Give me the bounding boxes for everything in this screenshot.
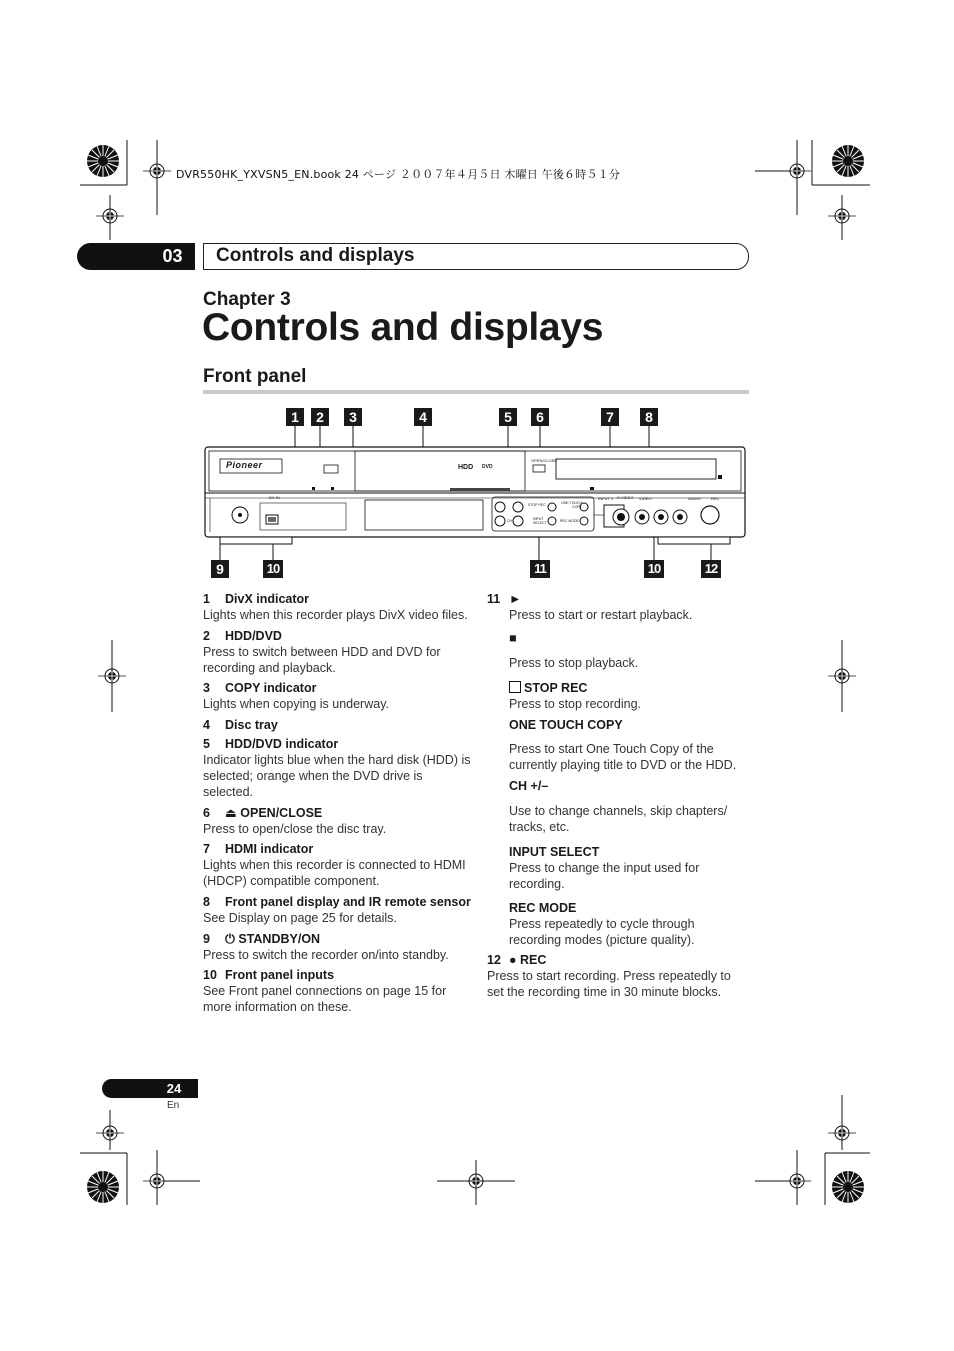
item-10 (203, 967, 471, 1015)
stop-rec-label: STOP REC (528, 503, 546, 507)
otc-title: ONE TOUCH COPY (509, 718, 623, 732)
dvd-logo: DVD (482, 464, 493, 470)
item-5-num: 5 (203, 737, 210, 751)
item-11-num: 11 (487, 592, 501, 606)
item-8-title: Front panel display and IR remote sensor (225, 895, 471, 909)
callout-4: 4 (414, 408, 432, 426)
item-9-desc: Press to switch the recorder on/into standby. (203, 948, 449, 962)
page-language: En (167, 1100, 180, 1111)
item-2 (203, 628, 471, 676)
item-6 (203, 805, 471, 837)
callout-10-left: 10 (263, 560, 283, 578)
chapter-label: Chapter 3 (203, 289, 291, 310)
item-4-num: 4 (203, 718, 210, 732)
callout-1: 1 (286, 408, 304, 426)
item-3-desc: Lights when copying is underway. (203, 697, 389, 711)
item-7-num: 7 (203, 842, 210, 856)
callout-8: 8 (640, 408, 658, 426)
play-desc: Press to start or restart playback. (509, 608, 693, 622)
ch-label: CH (507, 519, 513, 523)
item-1-title: DivX indicator (225, 592, 310, 606)
item-1-desc: Lights when this recorder plays DivX video files. (203, 608, 468, 622)
right-column (487, 591, 749, 1000)
item-12-title: ● REC (509, 953, 547, 967)
audio-label: AUDIO (688, 496, 701, 501)
print-header: DVR550HK_YXVSN5_EN.book 24 ページ ２００７年４月５日 木曜日 午後６時５１分 (176, 168, 621, 181)
item-4 (203, 717, 471, 733)
dv-in-label: DV IN (269, 495, 280, 500)
hdd-logo: HDD (458, 464, 474, 471)
item-8-desc: See Display on page 25 for details. (203, 911, 397, 925)
item-2-num: 2 (203, 629, 210, 643)
page-title: Controls and displays (202, 306, 604, 349)
item-6-num: 6 (203, 806, 210, 820)
rec-label: REC (711, 496, 720, 501)
left-column (203, 591, 471, 1015)
item-4-title: Disc tray (225, 718, 278, 732)
stop-rec-title: STOP REC (524, 681, 588, 695)
brand-logo: Pioneer (226, 460, 263, 470)
ch-title: CH +/– (509, 779, 549, 793)
item-8-num: 8 (203, 895, 210, 909)
item-10-desc: See Front panel connections on page 15 for more information on these. (203, 984, 447, 1014)
item-1-num: 1 (203, 592, 210, 606)
item-7-title: HDMI indicator (225, 842, 314, 856)
input-title: INPUT SELECT (509, 845, 600, 859)
page-number: 24 (166, 1081, 182, 1096)
item-6-title: ⏏ OPEN/CLOSE (225, 806, 323, 820)
rec-mode-label: REC MODE (560, 519, 579, 523)
chapter-number: 03 (162, 246, 183, 266)
item-2-title: HDD/DVD (225, 629, 282, 643)
item-7 (203, 841, 471, 889)
recmode-desc: Press repeatedly to cycle through recording modes (picture quality). (509, 917, 695, 947)
input2-label: INPUT 2 (598, 496, 614, 501)
section-title: Front panel (203, 366, 307, 387)
item-5-desc: Indicator lights blue when the hard disk (HDD) is selected; orange when the DVD drive is selected. (203, 753, 471, 799)
input-desc: Press to change the input used for recording. (509, 861, 700, 891)
item-8 (203, 894, 471, 926)
item-10-num: 10 (203, 968, 217, 982)
stop-desc: Press to stop playback. (509, 656, 639, 670)
item-3-num: 3 (203, 681, 210, 695)
input-select-label: INPUT SELECT (533, 517, 547, 525)
item-3-title: COPY indicator (225, 681, 317, 695)
item-9-title: ⏻ STANDBY/ON (225, 932, 321, 946)
svideo-label: S-VIDEO (617, 495, 634, 500)
item-12-desc: Press to start recording. Press repeatedly to set the recording time in 30 minute blocks. (487, 969, 731, 999)
video-label: VIDEO (639, 496, 652, 501)
callout-7: 7 (601, 408, 619, 426)
open-close-label: OPEN/CLOSE (531, 458, 558, 463)
play-symbol: ► (509, 592, 522, 606)
callout-9: 9 (211, 560, 229, 578)
item-7-desc: Lights when this recorder is connected to HDMI (HDCP) compatible component. (203, 858, 466, 888)
callout-2: 2 (311, 408, 329, 426)
front-panel-diagram (200, 405, 760, 585)
item-9 (203, 931, 471, 963)
item-10-title: Front panel inputs (225, 968, 335, 982)
stop-rec-desc: Press to stop recording. (509, 697, 642, 711)
item-3 (203, 680, 471, 712)
item-12-num: 12 (487, 953, 501, 967)
callout-11: 11 (530, 560, 550, 578)
callout-3: 3 (344, 408, 362, 426)
chapter-tab-title: Controls and displays (216, 245, 415, 266)
callout-12: 12 (701, 560, 721, 578)
item-5-title: HDD/DVD indicator (225, 737, 339, 751)
stop-symbol: ■ (509, 631, 517, 645)
stop-rec-box-icon (509, 681, 521, 693)
otc-desc: Press to start One Touch Copy of the currently playing title to DVD or the HDD. (509, 742, 737, 772)
recmode-title: REC MODE (509, 901, 577, 915)
callout-6: 6 (531, 408, 549, 426)
ch-desc: Use to change channels, skip chapters/ tracks, etc. (509, 804, 728, 834)
item-6-desc: Press to open/close the disc tray. (203, 822, 387, 836)
section-rule (203, 390, 749, 394)
callout-10-right: 10 (644, 560, 664, 578)
item-1 (203, 591, 471, 623)
callout-5: 5 (499, 408, 517, 426)
item-5 (203, 736, 471, 800)
one-touch-copy-label: ONE TOUCH COPY (561, 501, 582, 509)
item-9-num: 9 (203, 932, 210, 946)
item-2-desc: Press to switch between HDD and DVD for recording and playback. (203, 645, 441, 675)
